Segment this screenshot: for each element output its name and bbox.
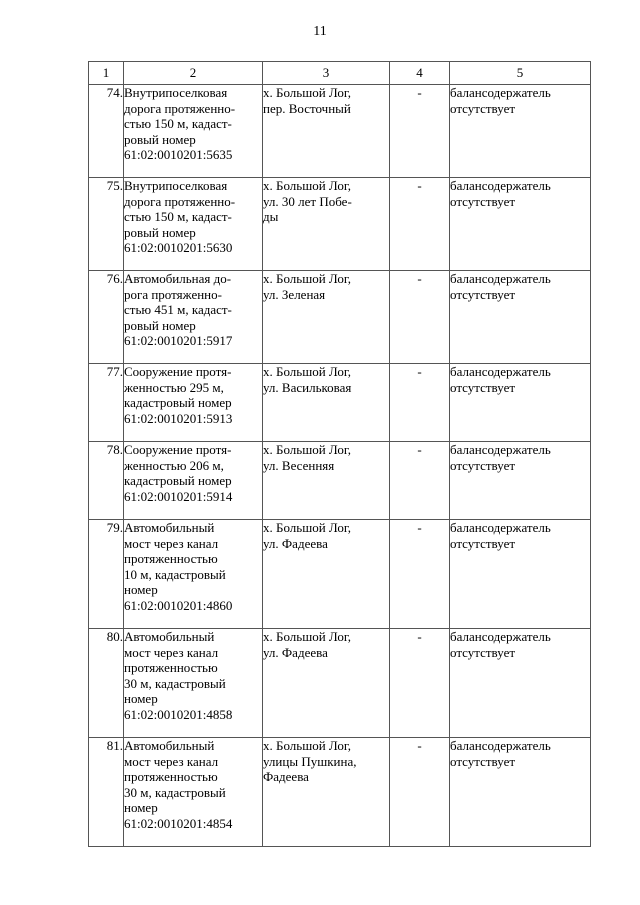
address-line: Фадеева bbox=[263, 769, 309, 784]
row-number: 79. bbox=[89, 520, 124, 629]
row-number: 76. bbox=[89, 271, 124, 364]
table-row bbox=[89, 629, 591, 738]
holder-cell bbox=[450, 738, 591, 847]
object-name-line: Сооружение протя- bbox=[124, 364, 232, 379]
object-name-line: протяженностью bbox=[124, 660, 218, 675]
object-name-line: протяженностью bbox=[124, 769, 218, 784]
table-row bbox=[89, 85, 591, 178]
page-number: 11 bbox=[313, 24, 327, 39]
object-name-line: Внутрипоселковая bbox=[124, 178, 228, 193]
row-number: 75. bbox=[89, 178, 124, 271]
address-line: пер. Восточный bbox=[263, 100, 351, 116]
object-name-line: мост через канал bbox=[124, 644, 219, 660]
address-line: улицы Пушкина, bbox=[263, 753, 357, 769]
column-header: 5 bbox=[450, 62, 591, 85]
object-name-line: дорога протяженно- bbox=[124, 193, 236, 209]
holder-line: балансодержатель bbox=[450, 364, 551, 379]
address-line: х. Большой Лог, bbox=[263, 738, 352, 753]
object-name-line: женностью 206 м, bbox=[124, 457, 224, 473]
address-cell bbox=[263, 738, 390, 847]
object-name-line: 61:02:0010201:5914 bbox=[124, 488, 233, 504]
object-name-line: 61:02:0010201:5913 bbox=[124, 410, 233, 426]
address-line: ул. Зеленая bbox=[263, 286, 326, 302]
address-cell bbox=[263, 520, 390, 629]
object-name-line: Автомобильный bbox=[124, 738, 215, 753]
table-row bbox=[89, 271, 591, 364]
holder-line: отсутствует bbox=[450, 644, 516, 660]
row-number: 80. bbox=[89, 629, 124, 738]
table-row bbox=[89, 178, 591, 271]
object-name-line: мост через канал bbox=[124, 535, 219, 551]
object-name-cell bbox=[124, 271, 263, 364]
address-cell bbox=[263, 364, 390, 442]
holder-cell bbox=[450, 364, 591, 442]
object-name-line: женностью 295 м, bbox=[124, 379, 224, 395]
registry-table bbox=[88, 61, 591, 847]
address-cell bbox=[263, 442, 390, 520]
object-name-line: ровый номер bbox=[124, 224, 196, 240]
object-name-line: ровый номер bbox=[124, 131, 196, 147]
object-name-line: Сооружение протя- bbox=[124, 442, 232, 457]
address-line: ул. 30 лет Побе- bbox=[263, 193, 352, 209]
object-name-cell bbox=[124, 629, 263, 738]
holder-line: отсутствует bbox=[450, 535, 516, 551]
object-name-line: номер bbox=[124, 582, 158, 597]
object-name-line: 10 м, кадастровый bbox=[124, 566, 226, 582]
object-name-cell bbox=[124, 738, 263, 847]
column-4-cell: - bbox=[390, 271, 450, 364]
holder-line: отсутствует bbox=[450, 457, 516, 473]
address-line: х. Большой Лог, bbox=[263, 271, 352, 286]
row-number: 77. bbox=[89, 364, 124, 442]
object-name-line: кадастровый номер bbox=[124, 395, 232, 410]
row-number: 74. bbox=[89, 85, 124, 178]
holder-line: балансодержатель bbox=[450, 520, 551, 535]
object-name-cell bbox=[124, 520, 263, 629]
holder-line: балансодержатель bbox=[450, 271, 551, 286]
column-header: 2 bbox=[124, 62, 263, 85]
holder-line: отсутствует bbox=[450, 100, 516, 116]
object-name-cell bbox=[124, 85, 263, 178]
object-name-line: мост через канал bbox=[124, 753, 219, 769]
object-name-line: 61:02:0010201:5630 bbox=[124, 240, 233, 255]
address-cell bbox=[263, 271, 390, 364]
table-row bbox=[89, 738, 591, 847]
object-name-line: номер bbox=[124, 691, 158, 706]
address-line: х. Большой Лог, bbox=[263, 520, 352, 535]
column-4-cell: - bbox=[390, 178, 450, 271]
row-number: 78. bbox=[89, 442, 124, 520]
address-cell bbox=[263, 178, 390, 271]
address-line: ул. Фадеева bbox=[263, 644, 328, 660]
holder-line: балансодержатель bbox=[450, 629, 551, 644]
address-line: х. Большой Лог, bbox=[263, 442, 352, 457]
holder-cell bbox=[450, 85, 591, 178]
holder-cell bbox=[450, 442, 591, 520]
row-number: 81. bbox=[89, 738, 124, 847]
holder-cell bbox=[450, 520, 591, 629]
object-name-line: 61:02:0010201:4858 bbox=[124, 706, 233, 722]
object-name-line: 61:02:0010201:5635 bbox=[124, 147, 233, 162]
object-name-line: рога протяженно- bbox=[124, 286, 222, 302]
holder-line: балансодержатель bbox=[450, 738, 551, 753]
table-row bbox=[89, 364, 591, 442]
object-name-line: протяженностью bbox=[124, 551, 218, 566]
object-name-line: 30 м, кадастровый bbox=[124, 675, 226, 691]
address-line: ул. Васильковая bbox=[263, 379, 352, 395]
object-name-line: Автомобильная до- bbox=[124, 271, 232, 286]
object-name-line: стью 150 м, кадаст- bbox=[124, 209, 232, 224]
holder-cell bbox=[450, 629, 591, 738]
object-name-cell bbox=[124, 442, 263, 520]
holder-line: балансодержатель bbox=[450, 85, 551, 100]
object-name-cell bbox=[124, 178, 263, 271]
object-name-line: 61:02:0010201:5917 bbox=[124, 333, 233, 348]
header-row bbox=[89, 62, 591, 85]
column-4-cell: - bbox=[390, 629, 450, 738]
address-line: ды bbox=[263, 209, 279, 224]
column-header: 4 bbox=[390, 62, 450, 85]
address-cell bbox=[263, 85, 390, 178]
column-4-cell: - bbox=[390, 85, 450, 178]
column-4-cell: - bbox=[390, 520, 450, 629]
holder-line: балансодержатель bbox=[450, 178, 551, 193]
holder-line: отсутствует bbox=[450, 753, 516, 769]
object-name-line: номер bbox=[124, 800, 158, 815]
object-name-line: стью 451 м, кадаст- bbox=[124, 302, 232, 317]
object-name-line: Автомобильный bbox=[124, 629, 215, 644]
holder-line: отсутствует bbox=[450, 193, 516, 209]
object-name-line: стью 150 м, кадаст- bbox=[124, 116, 232, 131]
address-line: ул. Весенняя bbox=[263, 457, 335, 473]
object-name-cell bbox=[124, 364, 263, 442]
object-name-line: Автомобильный bbox=[124, 520, 215, 535]
address-line: х. Большой Лог, bbox=[263, 85, 352, 100]
holder-cell bbox=[450, 271, 591, 364]
column-4-cell: - bbox=[390, 442, 450, 520]
column-4-cell: - bbox=[390, 364, 450, 442]
holder-line: отсутствует bbox=[450, 286, 516, 302]
object-name-line: дорога протяженно- bbox=[124, 100, 236, 116]
object-name-line: 61:02:0010201:4860 bbox=[124, 597, 233, 613]
address-line: х. Большой Лог, bbox=[263, 629, 352, 644]
address-line: х. Большой Лог, bbox=[263, 364, 352, 379]
object-name-line: 30 м, кадастровый bbox=[124, 784, 226, 800]
address-line: х. Большой Лог, bbox=[263, 178, 352, 193]
table-row bbox=[89, 442, 591, 520]
object-name-line: 61:02:0010201:4854 bbox=[124, 815, 233, 831]
object-name-line: Внутрипоселковая bbox=[124, 85, 228, 100]
table-body bbox=[89, 85, 591, 847]
object-name-line: кадастровый номер bbox=[124, 473, 232, 488]
table-row bbox=[89, 520, 591, 629]
holder-line: отсутствует bbox=[450, 379, 516, 395]
column-header: 3 bbox=[263, 62, 390, 85]
holder-line: балансодержатель bbox=[450, 442, 551, 457]
holder-cell bbox=[450, 178, 591, 271]
column-4-cell: - bbox=[390, 738, 450, 847]
address-line: ул. Фадеева bbox=[263, 535, 328, 551]
column-header: 1 bbox=[89, 62, 124, 85]
address-cell bbox=[263, 629, 390, 738]
object-name-line: ровый номер bbox=[124, 317, 196, 333]
